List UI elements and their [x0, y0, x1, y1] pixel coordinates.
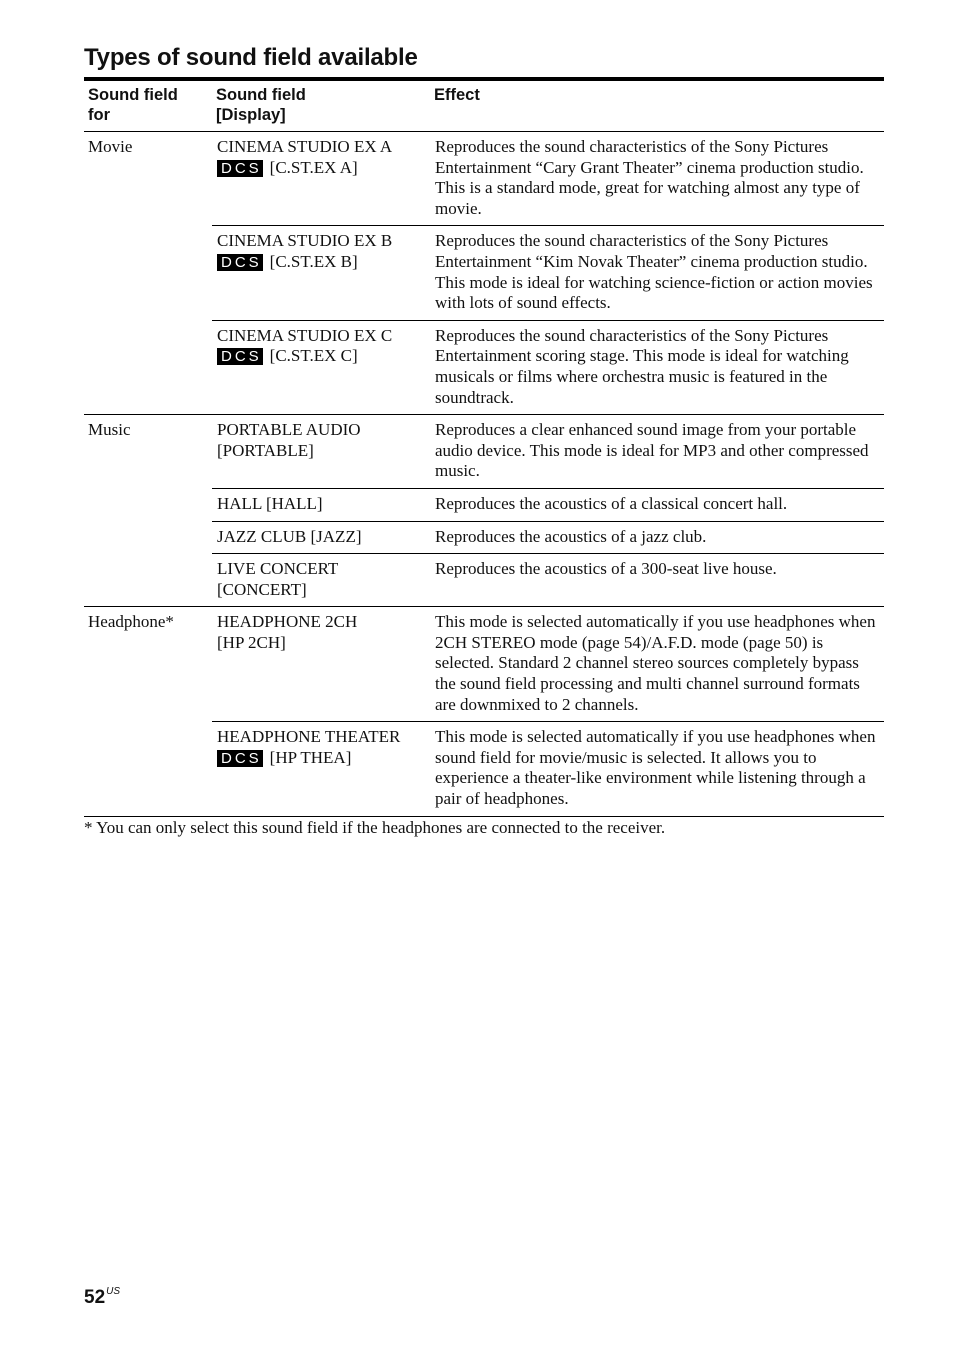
- dcs-badge: DCS: [217, 750, 263, 767]
- sound-field-name: HEADPHONE THEATER: [217, 727, 401, 747]
- category-cell: Music: [84, 415, 212, 607]
- sound-field-cell: [212, 320, 430, 414]
- sound-field-name: CINEMA STUDIO EX C: [217, 325, 393, 345]
- sound-field-display: [C.ST.EX A]: [269, 157, 358, 177]
- effect-cell: Reproduces the acoustics of a 300-seat live house.: [430, 554, 884, 607]
- sound-field-name: PORTABLE AUDIO: [217, 420, 361, 440]
- table-body: [84, 132, 884, 817]
- header-effect: Effect: [430, 81, 884, 132]
- sound-field-name: HEADPHONE 2CH: [217, 612, 358, 632]
- sound-field-cell: [212, 554, 430, 607]
- sound-field-display: [HP 2CH]: [217, 632, 286, 652]
- page-number-suffix: US: [106, 1286, 121, 1297]
- sound-field-name: CINEMA STUDIO EX A: [217, 137, 393, 156]
- sound-field-cell: [212, 722, 430, 816]
- sound-field-name: HALL: [217, 493, 262, 513]
- sound-field-cell: [212, 415, 430, 489]
- sound-field-cell: [212, 226, 430, 320]
- dcs-badge: DCS: [217, 254, 263, 271]
- effect-cell: Reproduces a clear enhanced sound image from your portable audio device. This mode is ideal for MP3 and other compressed music.: [430, 415, 884, 489]
- effect-cell: Reproduces the acoustics of a jazz club.: [430, 521, 884, 554]
- sound-field-display: [CONCERT]: [217, 579, 307, 599]
- sound-field-cell: [212, 521, 430, 554]
- sound-field-name: CINEMA STUDIO EX B: [217, 231, 393, 251]
- dcs-badge: DCS: [217, 348, 263, 365]
- effect-cell: Reproduces the sound characteristics of the Sony Pictures Entertainment scoring stage. This mode is ideal for watching musicals or films where orchestra music is featured in the soundtrack.: [430, 320, 884, 414]
- category-cell: Movie: [84, 132, 212, 415]
- sound-field-cell: [212, 132, 430, 226]
- table-row: [84, 132, 884, 226]
- effect-cell: Reproduces the sound characteristics of the Sony Pictures Entertainment “Cary Grant Theater” cinema production studio. This is a standard mode, great for watching almost any type of movie.: [430, 132, 884, 226]
- sound-field-table: [84, 81, 884, 817]
- effect-cell: Reproduces the acoustics of a classical concert hall.: [430, 488, 884, 521]
- sound-field-display: [HALL]: [265, 493, 323, 513]
- page-number-value: 52: [84, 1287, 106, 1308]
- page-number: [84, 1280, 120, 1310]
- sound-field-cell: [212, 607, 430, 722]
- sound-field-display: [PORTABLE]: [217, 440, 314, 460]
- header-sound-field-display: Sound field [Display]: [212, 81, 430, 132]
- effect-cell: This mode is selected automatically if you use headphones when sound field for movie/music is selected. It allows you to experience a theater-like environment while listening through a pair of headphones.: [430, 722, 884, 816]
- table-header-row: [84, 81, 884, 132]
- dcs-badge: DCS: [217, 160, 263, 177]
- sound-field-name: JAZZ CLUB: [217, 526, 307, 546]
- sound-field-display: [JAZZ]: [310, 526, 362, 546]
- table-row: [84, 607, 884, 722]
- sound-field-display: [C.ST.EX B]: [269, 251, 358, 271]
- sound-field-display: [HP THEA]: [269, 747, 352, 767]
- table-row: [84, 415, 884, 489]
- category-cell: Headphone*: [84, 607, 212, 816]
- effect-cell: Reproduces the sound characteristics of the Sony Pictures Entertainment “Kim Novak Theater” cinema production studio. This mode is ideal for watching science-fiction or action movies with lots of sound effects.: [430, 226, 884, 320]
- sound-field-cell: [212, 488, 430, 521]
- effect-cell: This mode is selected automatically if you use headphones when 2CH STEREO mode (page 54)/A.F.D. mode (page 50) is selected. Standard 2 channel stereo sources completely bypass the sound field processing and multi channel surround formats are downmixed to 2 channels.: [430, 607, 884, 722]
- footnote: * You can only select this sound field if the headphones are connected to the receiver.: [84, 818, 666, 837]
- header-sound-field-for: Sound field for: [84, 81, 212, 132]
- page-title: Types of sound field available: [84, 44, 418, 71]
- sound-field-display: [C.ST.EX C]: [269, 346, 358, 366]
- sound-field-name: LIVE CONCERT: [217, 559, 339, 579]
